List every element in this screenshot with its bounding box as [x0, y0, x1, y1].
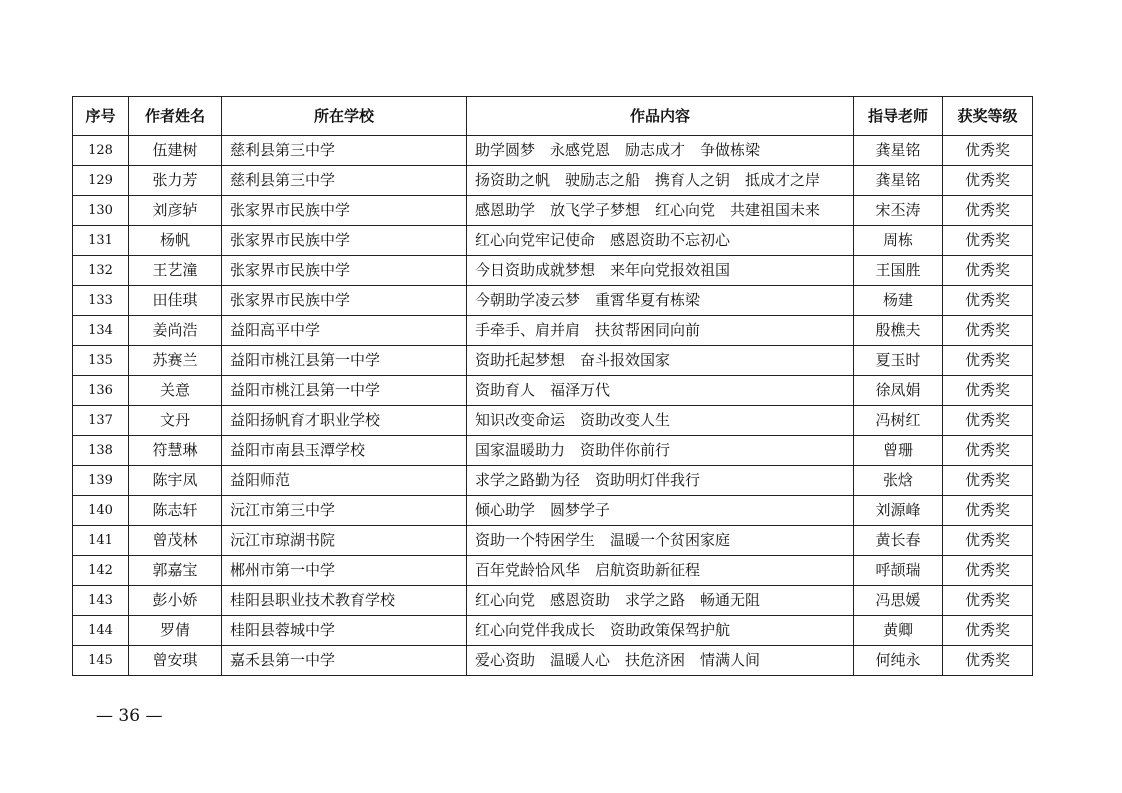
table-row [73, 166, 1033, 196]
header-teacher: 指导老师 [854, 97, 943, 136]
cell-work: 红心向党牢记使命 感恩资助不忘初心 [467, 226, 854, 256]
table-row [73, 616, 1033, 646]
cell-author: 罗倩 [129, 616, 222, 646]
table-row [73, 196, 1033, 226]
cell-school: 益阳师范 [222, 466, 467, 496]
cell-school: 沅江市琼湖书院 [222, 526, 467, 556]
table-row [73, 256, 1033, 286]
cell-award: 优秀奖 [943, 466, 1033, 496]
cell-teacher: 夏玉时 [854, 346, 943, 376]
table-row [73, 496, 1033, 526]
cell-teacher: 龚星铭 [854, 166, 943, 196]
cell-teacher: 龚星铭 [854, 136, 943, 166]
table-row [73, 346, 1033, 376]
cell-serial: 142 [73, 556, 129, 586]
table-row [73, 136, 1033, 166]
cell-serial: 140 [73, 496, 129, 526]
cell-teacher: 何纯永 [854, 646, 943, 676]
cell-work: 爱心资助 温暖人心 扶危济困 情满人间 [467, 646, 854, 676]
cell-award: 优秀奖 [943, 256, 1033, 286]
cell-serial: 143 [73, 586, 129, 616]
cell-award: 优秀奖 [943, 616, 1033, 646]
table-row [73, 526, 1033, 556]
cell-work: 百年党龄恰风华 启航资助新征程 [467, 556, 854, 586]
cell-award: 优秀奖 [943, 556, 1033, 586]
cell-work: 今朝助学凌云梦 重霄华夏有栋梁 [467, 286, 854, 316]
cell-work: 国家温暖助力 资助伴你前行 [467, 436, 854, 466]
cell-teacher: 黄卿 [854, 616, 943, 646]
cell-author: 王艺潼 [129, 256, 222, 286]
header-serial: 序号 [73, 97, 129, 136]
cell-serial: 144 [73, 616, 129, 646]
cell-serial: 129 [73, 166, 129, 196]
cell-serial: 139 [73, 466, 129, 496]
cell-school: 益阳扬帆育才职业学校 [222, 406, 467, 436]
cell-work: 红心向党伴我成长 资助政策保驾护航 [467, 616, 854, 646]
cell-award: 优秀奖 [943, 646, 1033, 676]
cell-teacher: 黄长春 [854, 526, 943, 556]
cell-serial: 134 [73, 316, 129, 346]
cell-award: 优秀奖 [943, 226, 1033, 256]
cell-school: 桂阳县职业技术教育学校 [222, 586, 467, 616]
table-row [73, 466, 1033, 496]
cell-work: 资助一个特困学生 温暖一个贫困家庭 [467, 526, 854, 556]
cell-award: 优秀奖 [943, 496, 1033, 526]
cell-award: 优秀奖 [943, 196, 1033, 226]
cell-teacher: 冯树红 [854, 406, 943, 436]
cell-author: 伍建树 [129, 136, 222, 166]
cell-work: 资助托起梦想 奋斗报效国家 [467, 346, 854, 376]
cell-work: 今日资助成就梦想 来年向党报效祖国 [467, 256, 854, 286]
table-row [73, 406, 1033, 436]
cell-school: 嘉禾县第一中学 [222, 646, 467, 676]
cell-school: 益阳市南县玉潭学校 [222, 436, 467, 466]
cell-author: 田佳琪 [129, 286, 222, 316]
cell-award: 优秀奖 [943, 136, 1033, 166]
cell-award: 优秀奖 [943, 406, 1033, 436]
cell-school: 张家界市民族中学 [222, 226, 467, 256]
cell-teacher: 张焓 [854, 466, 943, 496]
cell-serial: 132 [73, 256, 129, 286]
cell-school: 桂阳县蓉城中学 [222, 616, 467, 646]
cell-work: 手牵手、肩并肩 扶贫帮困同向前 [467, 316, 854, 346]
cell-author: 张力芳 [129, 166, 222, 196]
cell-teacher: 周栋 [854, 226, 943, 256]
cell-author: 郭嘉宝 [129, 556, 222, 586]
cell-serial: 131 [73, 226, 129, 256]
cell-work: 求学之路勤为径 资助明灯伴我行 [467, 466, 854, 496]
cell-serial: 138 [73, 436, 129, 466]
cell-award: 优秀奖 [943, 376, 1033, 406]
cell-serial: 137 [73, 406, 129, 436]
cell-author: 苏赛兰 [129, 346, 222, 376]
cell-school: 益阳高平中学 [222, 316, 467, 346]
cell-author: 刘彦轳 [129, 196, 222, 226]
cell-teacher: 徐凤娟 [854, 376, 943, 406]
cell-author: 杨帆 [129, 226, 222, 256]
cell-teacher: 殷樵夫 [854, 316, 943, 346]
table-row [73, 646, 1033, 676]
cell-school: 张家界市民族中学 [222, 286, 467, 316]
cell-serial: 141 [73, 526, 129, 556]
cell-school: 益阳市桃江县第一中学 [222, 376, 467, 406]
cell-work: 感恩助学 放飞学子梦想 红心向党 共建祖国未来 [467, 196, 854, 226]
header-school: 所在学校 [222, 97, 467, 136]
page-number: — 36 — [96, 706, 163, 726]
cell-work: 红心向党 感恩资助 求学之路 畅通无阻 [467, 586, 854, 616]
cell-award: 优秀奖 [943, 526, 1033, 556]
cell-school: 益阳市桃江县第一中学 [222, 346, 467, 376]
cell-author: 陈志轩 [129, 496, 222, 526]
cell-author: 文丹 [129, 406, 222, 436]
table-row [73, 316, 1033, 346]
cell-work: 知识改变命运 资助改变人生 [467, 406, 854, 436]
cell-school: 张家界市民族中学 [222, 256, 467, 286]
table-body [73, 136, 1033, 676]
cell-award: 优秀奖 [943, 166, 1033, 196]
cell-serial: 128 [73, 136, 129, 166]
table-row [73, 556, 1033, 586]
cell-school: 慈利县第三中学 [222, 136, 467, 166]
cell-teacher: 杨建 [854, 286, 943, 316]
cell-teacher: 刘源峰 [854, 496, 943, 526]
table-row [73, 436, 1033, 466]
cell-serial: 145 [73, 646, 129, 676]
cell-author: 陈宇凤 [129, 466, 222, 496]
table-row [73, 226, 1033, 256]
cell-school: 慈利县第三中学 [222, 166, 467, 196]
cell-teacher: 冯思媛 [854, 586, 943, 616]
cell-serial: 130 [73, 196, 129, 226]
table-header-row [73, 97, 1033, 136]
cell-award: 优秀奖 [943, 286, 1033, 316]
table-row [73, 586, 1033, 616]
cell-author: 曾茂林 [129, 526, 222, 556]
cell-teacher: 宋丕涛 [854, 196, 943, 226]
header-work: 作品内容 [467, 97, 854, 136]
cell-serial: 136 [73, 376, 129, 406]
cell-author: 姜尚浩 [129, 316, 222, 346]
cell-author: 彭小娇 [129, 586, 222, 616]
cell-serial: 135 [73, 346, 129, 376]
cell-author: 关意 [129, 376, 222, 406]
table-row [73, 376, 1033, 406]
cell-award: 优秀奖 [943, 316, 1033, 346]
cell-teacher: 曾珊 [854, 436, 943, 466]
cell-work: 助学圆梦 永感党恩 励志成才 争做栋梁 [467, 136, 854, 166]
cell-school: 郴州市第一中学 [222, 556, 467, 586]
cell-award: 优秀奖 [943, 436, 1033, 466]
header-award: 获奖等级 [943, 97, 1033, 136]
cell-work: 倾心助学 圆梦学子 [467, 496, 854, 526]
cell-teacher: 王国胜 [854, 256, 943, 286]
cell-award: 优秀奖 [943, 346, 1033, 376]
cell-work: 扬资助之帆 驶励志之船 携育人之钥 抵成才之岸 [467, 166, 854, 196]
cell-work: 资助育人 福泽万代 [467, 376, 854, 406]
cell-school: 沅江市第三中学 [222, 496, 467, 526]
cell-author: 曾安琪 [129, 646, 222, 676]
table-row [73, 286, 1033, 316]
cell-author: 符慧琳 [129, 436, 222, 466]
cell-award: 优秀奖 [943, 586, 1033, 616]
cell-serial: 133 [73, 286, 129, 316]
cell-teacher: 呼颉瑞 [854, 556, 943, 586]
header-author: 作者姓名 [129, 97, 222, 136]
cell-school: 张家界市民族中学 [222, 196, 467, 226]
award-table [72, 96, 1033, 676]
